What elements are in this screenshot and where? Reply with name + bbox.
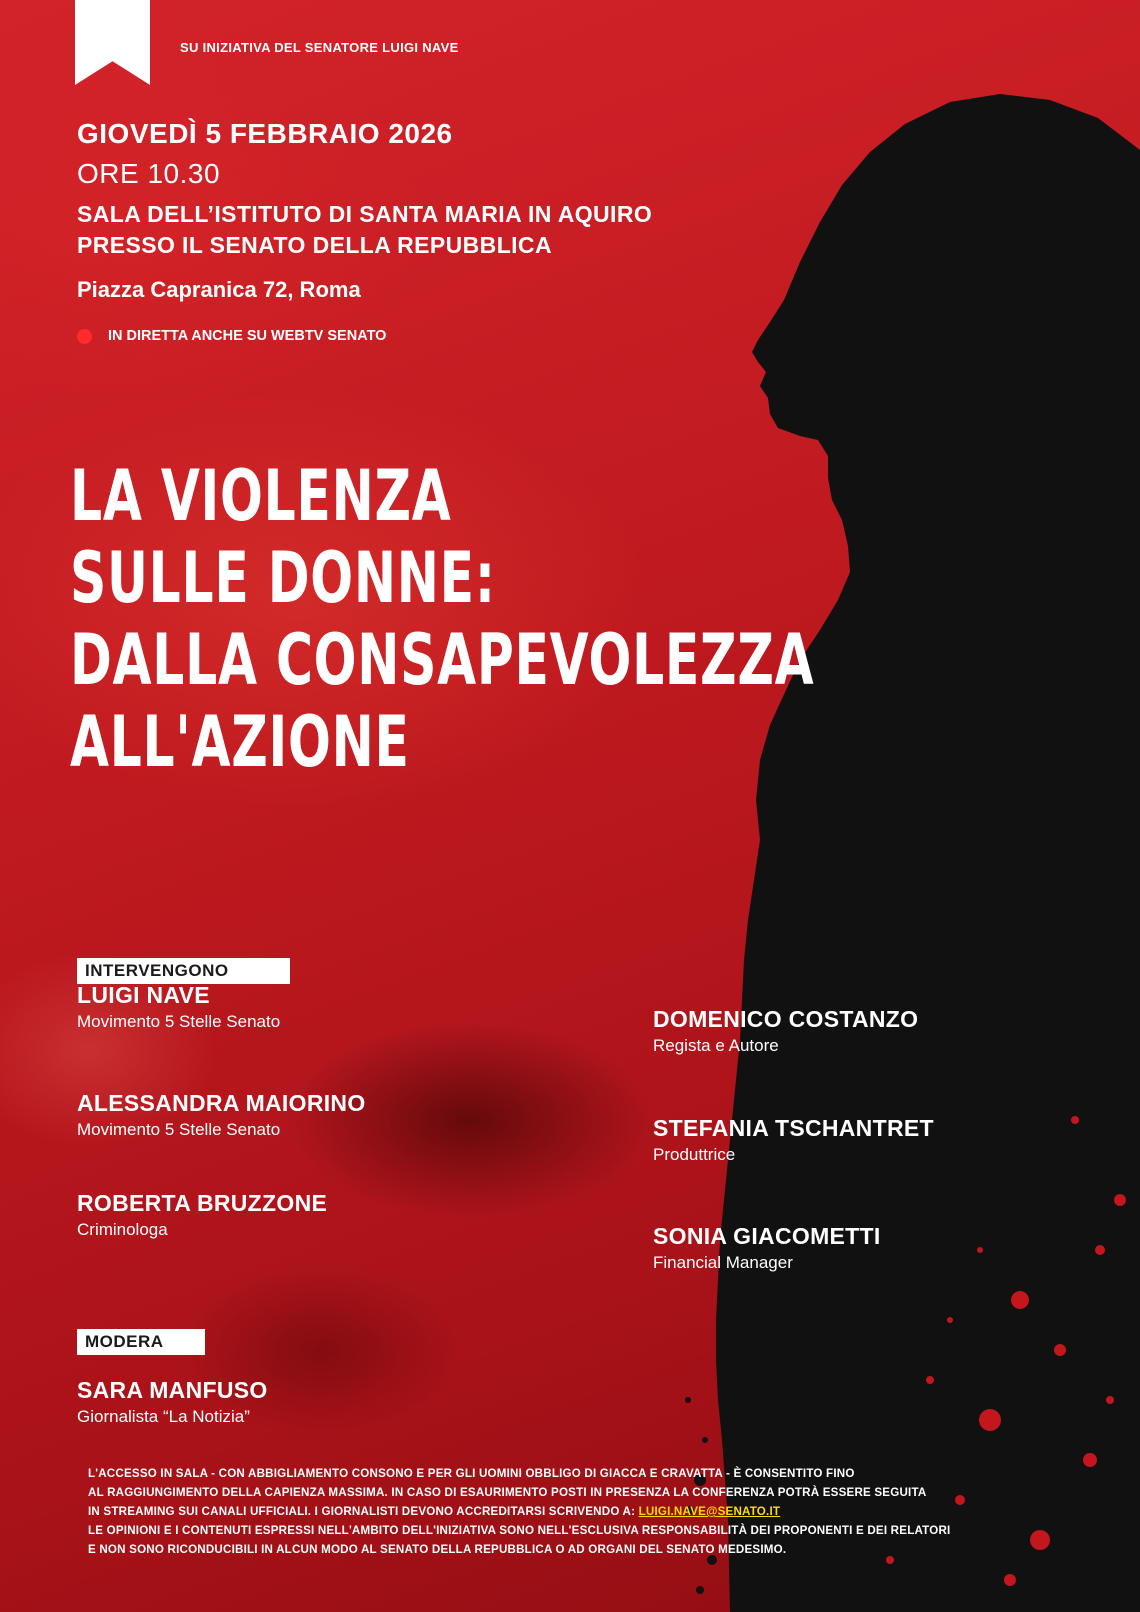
speaker-name: ROBERTA BRUZZONE	[77, 1190, 328, 1216]
moderator-label: MODERA	[77, 1329, 205, 1355]
speaker-item	[77, 1190, 327, 1240]
title-line-4: ALL'AZIONE	[70, 701, 410, 783]
speaker-role: Financial Manager	[653, 1253, 793, 1272]
initiative-label: SU INIZIATIVA DEL SENATORE LUIGI NAVE	[180, 40, 459, 55]
disclaimer-line-with-email	[88, 1502, 1098, 1521]
disclaimer-line: L'ACCESSO IN SALA - CON ABBIGLIAMENTO CONSONO E PER GLI UOMINI OBBLIGO DI GIACCA E CRAVATTA - È CONSENTITO FINO	[88, 1467, 855, 1480]
speaker-item	[653, 1223, 881, 1273]
disclaimer-line: AL RAGGIUNGIMENTO DELLA CAPIENZA MASSIMA. IN CASO DI ESAURIMENTO POSTI IN PRESENZA LA CONFERENZA POTRÀ ESSERE SEGUITA	[88, 1486, 927, 1499]
press-email-link[interactable]: LUIGI.NAVE@SENATO.IT	[638, 1505, 781, 1518]
title-line-2: SULLE DONNE:	[70, 537, 496, 619]
speaker-role: Movimento 5 Stelle Senato	[77, 1012, 281, 1031]
event-time: ORE 10.30	[77, 158, 221, 189]
event-title	[70, 455, 814, 783]
access-disclaimer	[88, 1464, 1098, 1559]
live-dot-icon	[77, 329, 92, 344]
title-line-1: LA VIOLENZA	[70, 455, 452, 537]
speakers-label: INTERVENGONO	[77, 958, 290, 984]
disclaimer-line: E NON SONO RICONDUCIBILI IN ALCUN MODO AL SENATO DELLA REPUBBLICA O AD ORGANI DEL SENATO MEDESIMO.	[88, 1543, 787, 1556]
venue-line-1: SALA DELL’ISTITUTO DI SANTA MARIA IN AQUIRO	[77, 201, 653, 227]
speaker-role: Movimento 5 Stelle Senato	[77, 1120, 281, 1139]
speaker-item	[77, 982, 280, 1032]
speaker-item	[77, 1090, 366, 1140]
moderator-role: Giornalista “La Notizia”	[77, 1407, 250, 1426]
event-date: GIOVEDÌ 5 FEBBRAIO 2026	[77, 118, 453, 149]
speaker-role: Regista e Autore	[653, 1036, 779, 1055]
live-stream-label: IN DIRETTA ANCHE SU WEBTV SENATO	[108, 328, 387, 344]
title-line-3: DALLA CONSAPEVOLEZZA	[70, 619, 815, 701]
speaker-name: STEFANIA TSCHANTRET	[653, 1115, 934, 1141]
disclaimer-line: LE OPINIONI E I CONTENUTI ESPRESSI NELL'AMBITO DELL'INIZIATIVA SONO NELL'ESCLUSIVA RESPONSABILITÀ DEI PROPONENTI E DEI RELATORI	[88, 1524, 951, 1537]
speaker-role: Produttrice	[653, 1145, 736, 1164]
speaker-name: ALESSANDRA MAIORINO	[77, 1090, 366, 1116]
speaker-item	[653, 1115, 934, 1165]
venue-address: Piazza Capranica 72, Roma	[77, 277, 361, 302]
live-stream-notice	[77, 328, 386, 344]
speaker-role: Criminologa	[77, 1220, 168, 1239]
speaker-name: LUIGI NAVE	[77, 982, 210, 1008]
venue-line-2: PRESSO IL SENATO DELLA REPUBBLICA	[77, 232, 552, 258]
speaker-name: SONIA GIACOMETTI	[653, 1223, 881, 1249]
moderator-name: SARA MANFUSO	[77, 1377, 268, 1403]
moderator-item	[77, 1377, 268, 1427]
speaker-item	[653, 1006, 918, 1056]
speaker-name: DOMENICO COSTANZO	[653, 1006, 919, 1032]
disclaimer-line: IN STREAMING SUI CANALI UFFICIALI. I GIORNALISTI DEVONO ACCREDITARSI SCRIVENDO A:	[88, 1505, 636, 1518]
